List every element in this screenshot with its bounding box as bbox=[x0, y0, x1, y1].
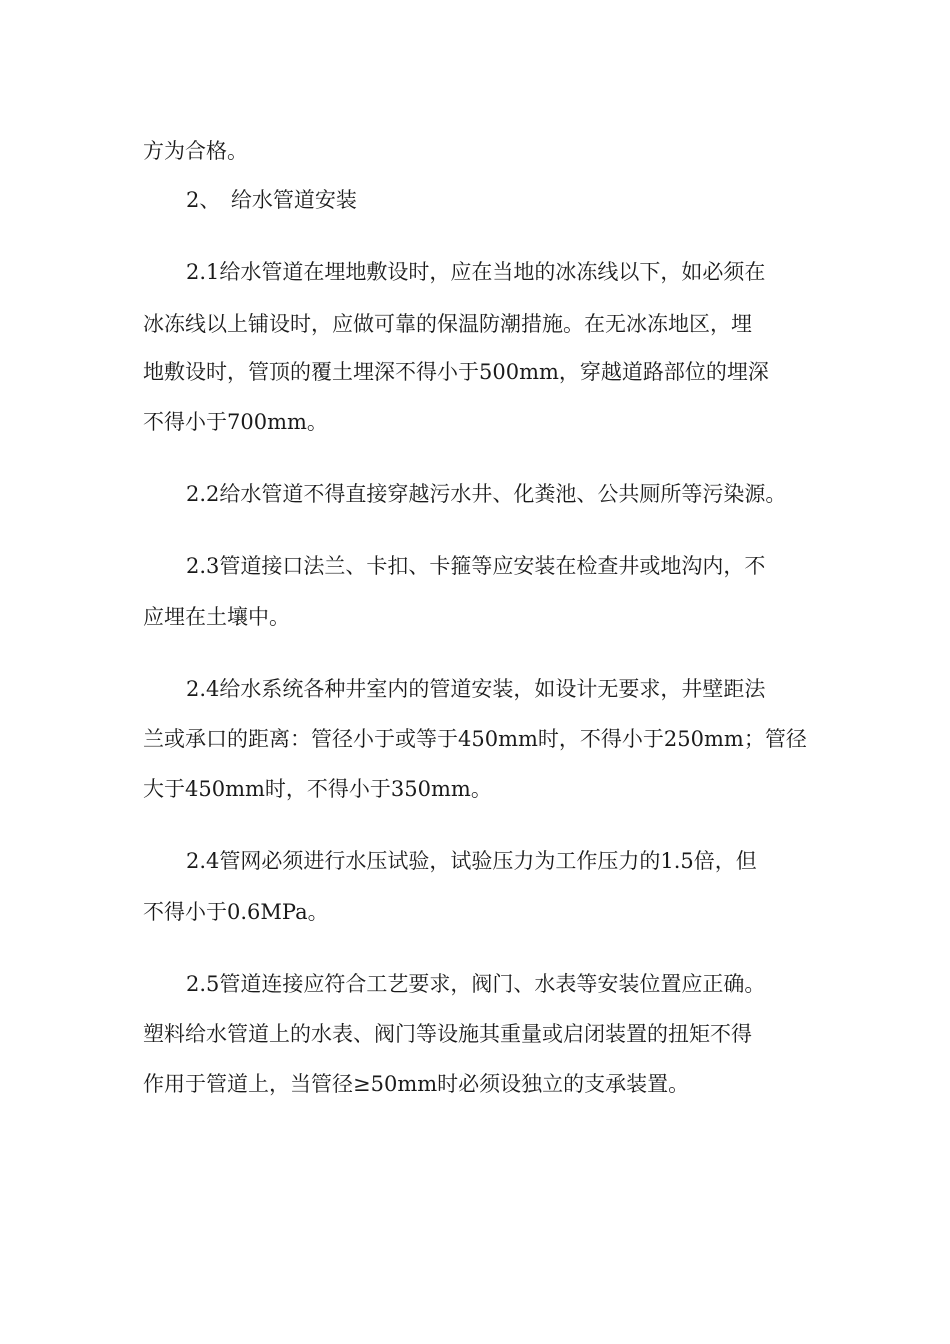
paragraph-line: 地敷设时，管顶的覆土埋深不得小于500mm，穿越道路部位的埋深 bbox=[143, 360, 769, 384]
paragraph-line: 方为合格。 bbox=[143, 139, 248, 163]
paragraph-line: 大于450mm时，不得小于350mm。 bbox=[143, 777, 492, 801]
section-heading: 2、 给水管道安装 bbox=[186, 188, 357, 212]
paragraph-line: 塑料给水管道上的水表、阀门等设施其重量或启闭装置的扭矩不得 bbox=[143, 1022, 752, 1046]
paragraph-line: 应埋在土壤中。 bbox=[143, 605, 290, 629]
paragraph-line: 兰或承口的距离：管径小于或等于450mm时，不得小于250mm；管径 bbox=[143, 727, 807, 751]
paragraph-line: 2.1给水管道在埋地敷设时，应在当地的冰冻线以下，如必须在 bbox=[186, 260, 766, 284]
paragraph-line: 不得小于700mm。 bbox=[143, 410, 328, 434]
paragraph-line: 不得小于0.6MPa。 bbox=[143, 900, 329, 924]
paragraph-line: 冰冻线以上铺设时，应做可靠的保温防潮措施。在无冰冻地区，埋 bbox=[143, 312, 752, 336]
paragraph-line: 2.5管道连接应符合工艺要求，阀门、水表等安装位置应正确。 bbox=[186, 972, 766, 996]
paragraph-line: 2.3管道接口法兰、卡扣、卡箍等应安装在检查井或地沟内，不 bbox=[186, 554, 766, 578]
paragraph-line: 2.2给水管道不得直接穿越污水井、化粪池、公共厕所等污染源。 bbox=[186, 482, 787, 506]
paragraph-line: 2.4给水系统各种井室内的管道安装，如设计无要求，井壁距法 bbox=[186, 677, 766, 701]
paragraph-line: 2.4管网必须进行水压试验，试验压力为工作压力的1.5倍，但 bbox=[186, 849, 757, 873]
paragraph-line: 作用于管道上，当管径≥50mm时必须设独立的支承装置。 bbox=[143, 1072, 690, 1096]
